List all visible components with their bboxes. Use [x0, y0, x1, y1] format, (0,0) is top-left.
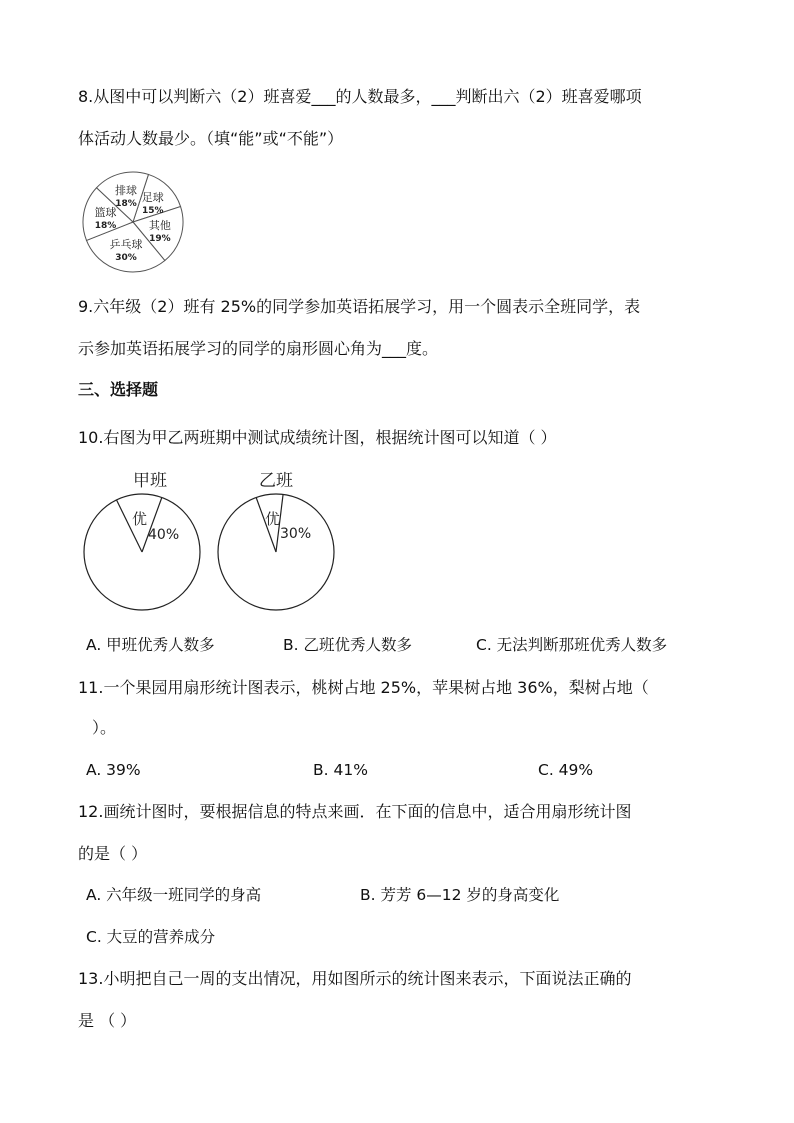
pie-slice-label: 乒乓球	[109, 238, 143, 252]
q10-chart-yi-title: 乙班	[259, 471, 293, 491]
q11-option-b[interactable]: B. 41%	[313, 761, 368, 779]
q12-option-c[interactable]: C. 大豆的营养成分	[86, 928, 216, 946]
q10-option-a[interactable]: A. 甲班优秀人数多	[86, 636, 215, 654]
q12-stem-line1: 12.画统计图时，要根据信息的特点来画．在下面的信息中，适合用扇形统计图	[78, 802, 632, 821]
q11-option-c[interactable]: C. 49%	[538, 761, 594, 779]
q10-option-b[interactable]: B. 乙班优秀人数多	[283, 636, 412, 654]
q8-stem-line1: 8.从图中可以判断六（2）班喜爱___的人数最多，___判断出六（2）班喜爱哪项	[78, 87, 642, 106]
q12-option-b[interactable]: B. 芳芳 6—12 岁的身高变化	[360, 886, 560, 904]
pie-slice-percent: 19%	[149, 233, 171, 244]
q10-chart-yi-label: 优	[265, 510, 281, 528]
pie-slice-percent: 18%	[94, 220, 117, 231]
section-title: 三、选择题	[78, 380, 159, 399]
q13-stem-line2: 是 （ ）	[78, 1011, 137, 1030]
q12-stem-line2: 的是（ ）	[78, 844, 148, 863]
pie-slice-label: 足球	[141, 191, 164, 205]
q10-chart-jia-title: 甲班	[133, 471, 167, 491]
q10-pie-chart-jia	[80, 466, 206, 612]
q13-stem-line1: 13.小明把自己一周的支出情况，用如图所示的统计图来表示，下面说法正确的	[78, 969, 632, 988]
q11-option-a[interactable]: A. 39%	[86, 761, 141, 779]
q9-stem-line2: 示参加英语拓展学习的同学的扇形圆心角为___度。	[78, 339, 439, 358]
q8-stem-line2: 体活动人数最少。（填“能”或“不能”）	[78, 129, 344, 148]
q10-chart-jia-pct: 40%	[148, 527, 180, 543]
q9-stem-line1: 9.六年级（2）班有 25%的同学参加英语拓展学习，用一个圆表示全班同学，表	[78, 297, 641, 316]
q10-chart-yi-pct: 30%	[280, 526, 312, 542]
pie-slice-label: 排球	[115, 183, 137, 197]
q11-stem-line2: ）。	[92, 718, 117, 737]
pie-slice-label: 篮球	[94, 205, 117, 219]
pie-slice-percent: 30%	[115, 253, 137, 264]
q10-chart-jia-label: 优	[132, 510, 148, 528]
q12-option-a[interactable]: A. 六年级一班同学的身高	[86, 886, 262, 904]
q10-stem: 10.右图为甲乙两班期中测试成绩统计图，根据统计图可以知道（ ）	[78, 428, 557, 447]
q8-pie-chart	[80, 170, 186, 274]
q11-stem-line1: 11.一个果园用扇形统计图表示，桃树占地 25%，苹果树占地 36%，梨树占地（	[78, 678, 649, 697]
pie-slice-label: 其他	[148, 218, 171, 232]
q10-pie-chart-yi	[214, 466, 340, 612]
pie-slice-percent: 15%	[142, 206, 164, 217]
pie-slice-percent: 18%	[115, 198, 137, 209]
q10-option-c[interactable]: C. 无法判断那班优秀人数多	[476, 636, 668, 654]
